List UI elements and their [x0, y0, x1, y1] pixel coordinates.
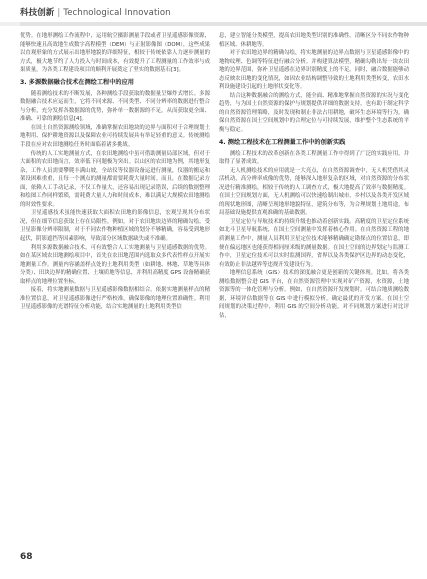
- body-paragraph: 接着，将实地测量数据与卫星遥感影像数据相结合。依据实地测量样点的精准位置信息，对卫星遥感影像进行严格校准，确保影像的地理位置准确性。利用卫星遥感影像的光谱特征分析功能，结合实地测量的土地利用类型信: [20, 287, 210, 311]
- body-paragraph: 优势。在地形测绘工作流程中，运用航空摄影测量手段或者卫星遥感影像资源，能够快速且高效地生成数字高程模型（DEM）与正射影像图（DOM），这些成果以直观形象的方式展示出地形地貌的详细特征，相较于传统依靠人力逐步测量的方式，极大地节约了人力投入与时间成本，有效提升了工程测量的工作效率与成果质量，为各类工程建设项目的顺利开展奠定了坚实的数据基石[3]。: [20, 33, 210, 74]
- left-column: [20, 32, 210, 547]
- page-number: 68: [20, 552, 33, 562]
- body-paragraph: 无人机测绘技术的应用就是一大亮点，在自然资源调查中，无人机凭借其灵活机动，高分辨率成像的优势，能够深入地形复杂的区域，对自然资源的分布状况进行精准测绘，相较于传统的人工调查方式，极大地提高了效率与数据精度。在国土空间规划方面，无人机测绘可以快速绘制出城市，乡村以及各类开发区域的现状地形图，清晰呈现地形地貌特征，建筑分布等，为合理规划土地用途，布局基础设施提供直观准确的基础数据。: [219, 167, 409, 217]
- section-heading: 4. 测绘工程技术在工程测量工作中的创新实践: [219, 138, 346, 146]
- body-paragraph: 随着测绘技术的不断发展，各种测绘手段获取的数据量呈爆炸式增长。多源数据融合技术应运而生，它将不同来源、不同类型、不同分辨率的数据进行整合与分析，充分发挥各数据源的优势，弥补单一数据源的不足，从而获取更全面、准确、可靠的测绘信息[4]。: [20, 90, 210, 123]
- page-header: [0, 0, 427, 24]
- body-paragraph: 息，建立智能分类模型，提高农田地类型识别的准确性。清晰区分不同农作物种植区域、休耕地等。: [219, 33, 409, 48]
- body-paragraph: 卫星遥感技术虽能快速获取大面积农田地的影像信息，宏观呈现其分布状况，但在细节信息获取上存在局限性。例如，对于农田地块边界的精确勾绘，受卫星影像分辨率限制，对于不同农作物种植区域的划分不够精确，容易受到地形起伏，阴影遮挡等因素影响，导致部分区域数据缺失或不准确。: [20, 210, 210, 243]
- header-separator: |: [57, 8, 61, 18]
- body-paragraph: 对于农田地边界的精确勾绘，将实地测量的边界点数据与卫星遥感影像中的地物纹理、色调等特征进行融合分析。并构建算法模型，精确勾勒出每一块农田地的边界范围，弥补卫星遥感在边界识别精度上的不足。同时，融合数据能够动态反映农田地的变化情况，如因农业结构调整导致的土地利用类型转变，农田水利设施建设引起的土地形状变化等。: [219, 50, 409, 91]
- body-paragraph: 传统的人工实地测量方式，在农田地测绘中虽可借助测量局部区域，但对于大面积的农田地而言，效率低下问题极为突出。以山区的农田地为例，其地形复杂，工作人员需要攀爬丰满山坡，全站仪等仪器设备运进行测量，仪器的搬运和架设困难重重，且每一个测点的测量都需要耗费大量时间。而且，在数据记录方面，依赖人工手动记录，不仅工作量大，还容易出现记录错误，后续的数据整理和绘图工作同样繁琐，需耗费大量人力和时间成本，难以满足大规模农田地测绘的时效性要求。: [20, 150, 210, 208]
- body-paragraph: 地理信息系统（GIS）技术的深度融合更是创新的关键体现。比如，将各类测绘数据整合进 GIS 平台，在自然资源管理中实现对矿产资源，水资源，土地资源等的一体化管理与分析。例如，在自然资源开发规划时，可结合地质测绘数据，环境评估数据等在 GIS 中进行模拟分析，确定最优的开发方案。在国土空间规划的决策过程中，利用 GIS 的空间分析功能，对不同规划方案进行对比评估，: [219, 270, 409, 319]
- section-title-en: Technological Innovation: [63, 8, 171, 18]
- section-heading: 3. 多源数据融合技术在测绘工程中的应用: [20, 78, 134, 86]
- header-rule: [0, 22, 427, 26]
- body-paragraph: 结合这种数据融合的测绘方式，能全面、精准地掌握自然资源的实况与变化趋势，与为国土自然资源的保护与规划提供详细的数据支持，也有助于制定科学的自然资源管理策略，及时发现和制止非法占用耕地，破坏生态环境等行为，确保自然资源在国土空间规划中的合理定位与可持续发展，维护整个生态系统的平衡与稳定。: [219, 92, 409, 134]
- body-paragraph: 卫星定位与导航技术的持续升级也推动着创新实践。高精度的卫星定位系统如北斗卫星导航系统，在国土空间测量中发挥着核心作用。在自然资源工程的地质测量工作中，测量人员利用卫星定位技术能够精确确定勘探点的位置信息，即便在偏远地区也能获得相同厘米级的测量数据。在国土空间的边界划定与监测工作中，卫星定位技术可以实时监测国界，省界以及各类保护区边界的动态变化，有效防止非法越界等违规开发建设行为。: [219, 218, 409, 268]
- body-paragraph: 利用多源数据融合技术，可有效整合人工实地测量与卫星遥感数据的优势。如在某区域农田地测绘项目中，首先在农田地范围内选取众多代表性样点开展实地测量工作。测量内容涵盖样点处的土地利用类型（如耕地、林地、草地等具体分类）、田块边界的精确位置、土壤质地等信息，并利用高精度 GPS 设备精确获取样点的地理位置坐标。: [20, 244, 210, 285]
- body-paragraph: 在国土自然资源测绘领域，准确掌握农田地块的边界与面积对于合理规划土地利用、保护耕地资源以及保障农业可持续发展具有举足轻重的意义。传统测绘手段在应对农田地测绘任务时面临着诸多挑战。: [20, 124, 210, 149]
- running-header: [20, 6, 171, 18]
- section-title-cn: 科技创新: [20, 8, 55, 18]
- right-column: [219, 32, 409, 547]
- body-paragraph: 测绘工程技术的改革创新在各类工程测量工作中得到了广泛的实践应用，并取得了显著成效。: [219, 150, 409, 166]
